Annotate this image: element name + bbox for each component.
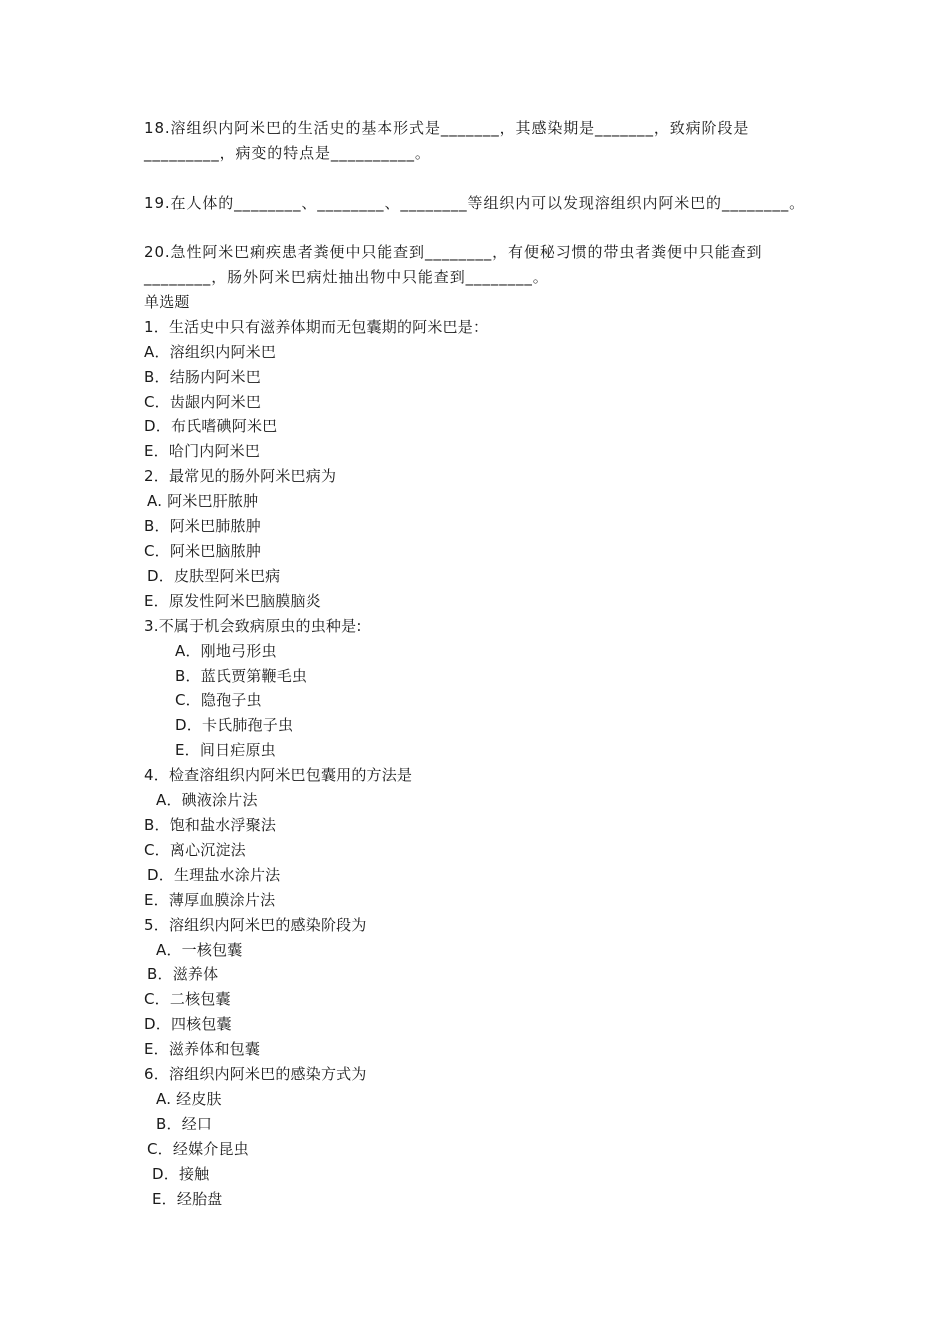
question-19-line-1: 19.在人体的________、________、________等组织内可以发现溶组织内阿米巴的________。 (144, 194, 806, 212)
question-3-option-e: E．间日疟原虫 (175, 741, 276, 759)
question-5-stem: 5．溶组织内阿米巴的感染阶段为 (144, 916, 367, 934)
question-20-line-1: 20.急性阿米巴痢疾患者粪便中只能查到________，有便秘习惯的带虫者粪便中只能查到 (144, 243, 763, 261)
section-title: 单选题 (144, 293, 190, 311)
question-5-option-c: C．二核包囊 (144, 990, 231, 1008)
question-3-option-b: B．蓝氏贾第鞭毛虫 (175, 667, 308, 685)
question-2-option-b: B．阿米巴肺脓肿 (144, 517, 261, 535)
question-20-line-2: ________，肠外阿米巴病灶抽出物中只能查到________。 (144, 268, 549, 286)
question-5-option-e: E．滋养体和包囊 (144, 1040, 261, 1058)
question-2-option-c: C．阿米巴脑脓肿 (144, 542, 262, 560)
question-1-stem: 1．生活史中只有滋养体期而无包囊期的阿米巴是： (144, 318, 489, 336)
question-1-option-d: D．布氏嗜碘阿米巴 (144, 417, 278, 435)
question-1-option-a: A．溶组织内阿米巴 (144, 343, 277, 361)
question-6-option-a: A. 经皮肤 (156, 1090, 222, 1108)
question-4-option-d: D．生理盐水涂片法 (147, 866, 281, 884)
question-3-stem: 3.不属于机会致病原虫的虫种是: (144, 617, 362, 635)
question-4-option-a: A．碘液涂片法 (156, 791, 258, 809)
question-18-line-2: _________，病变的特点是__________。 (144, 144, 431, 162)
question-6-option-e: E．经胎盘 (152, 1190, 223, 1208)
question-1-option-e: E．哈门内阿米巴 (144, 442, 261, 460)
question-4-option-b: B．饱和盐水浮聚法 (144, 816, 277, 834)
question-3-option-a: A．刚地弓形虫 (175, 642, 277, 660)
question-2-stem: 2．最常见的肠外阿米巴病为 (144, 467, 337, 485)
question-2-option-d: D．皮肤型阿米巴病 (147, 567, 281, 585)
question-4-option-c: C．离心沉淀法 (144, 841, 246, 859)
question-5-option-b: B．滋养体 (147, 965, 219, 983)
question-3-option-c: C．隐孢子虫 (175, 691, 262, 709)
question-4-stem: 4．检查溶组织内阿米巴包囊用的方法是 (144, 766, 413, 784)
question-2-option-a: A. 阿米巴肝脓肿 (147, 492, 259, 510)
question-6-option-c: C．经媒介昆虫 (147, 1140, 249, 1158)
question-6-option-b: B．经口 (156, 1115, 213, 1133)
question-4-option-e: E．薄厚血膜涂片法 (144, 891, 276, 909)
question-6-stem: 6．溶组织内阿米巴的感染方式为 (144, 1065, 367, 1083)
question-5-option-a: A．一核包囊 (156, 941, 243, 959)
question-6-option-d: D．接触 (152, 1165, 210, 1183)
question-5-option-d: D．四核包囊 (144, 1015, 232, 1033)
question-18-line-1: 18.溶组织内阿米巴的生活史的基本形式是_______，其感染期是_______，致病阶段是 (144, 119, 750, 137)
question-2-option-e: E．原发性阿米巴脑膜脑炎 (144, 592, 321, 610)
question-1-option-c: C．齿龈内阿米巴 (144, 393, 262, 411)
question-3-option-d: D．卡氏肺孢子虫 (175, 716, 294, 734)
question-1-option-b: B．结肠内阿米巴 (144, 368, 261, 386)
